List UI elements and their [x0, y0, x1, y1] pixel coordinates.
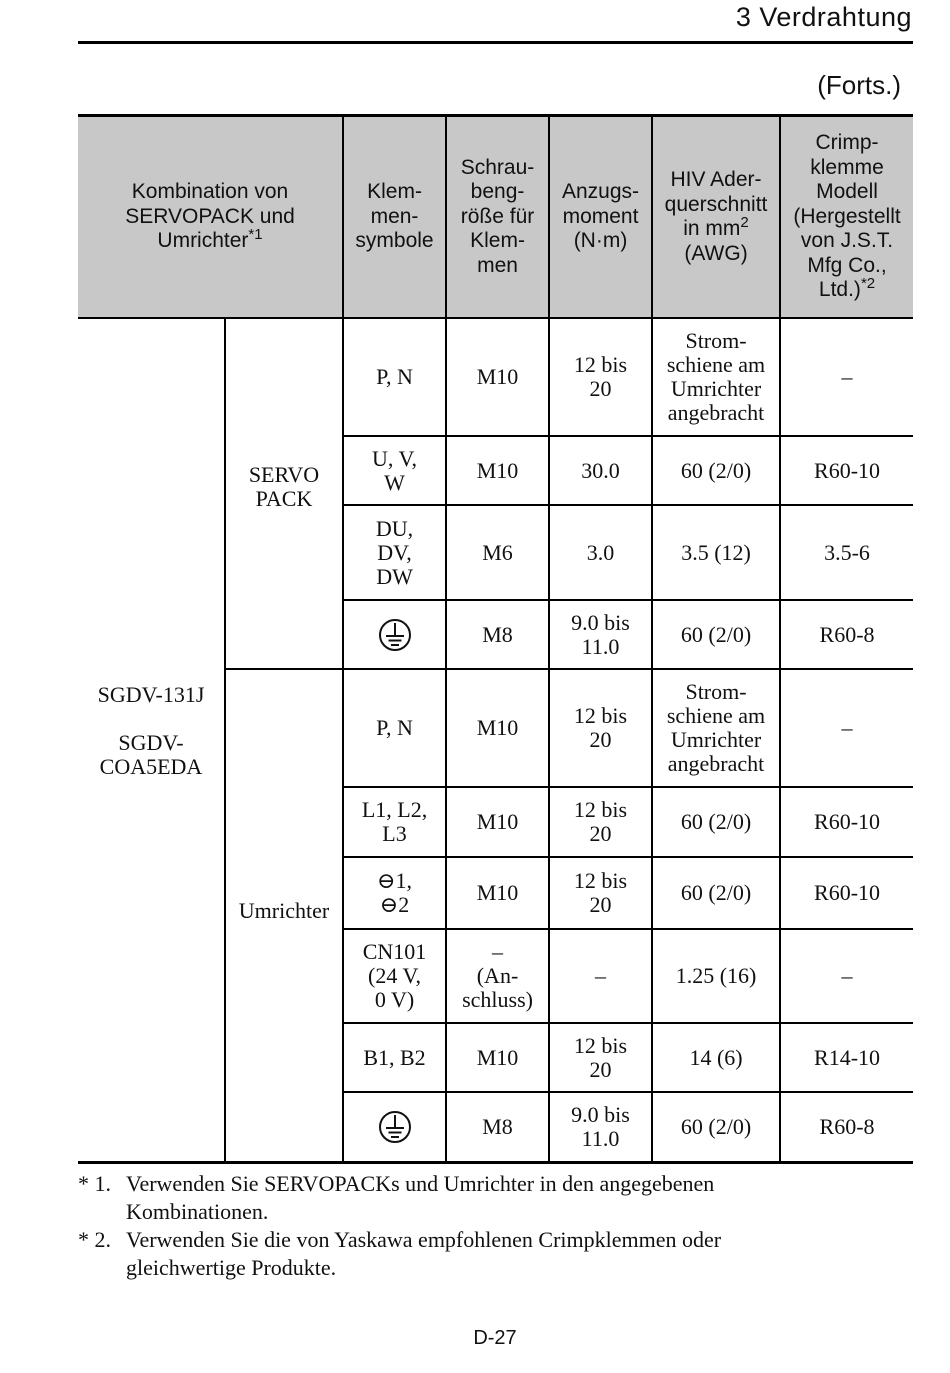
header-text-line — [655, 193, 777, 218]
header-terminal-symbols — [343, 116, 446, 319]
header-text-line — [346, 229, 443, 254]
header-text-line — [783, 180, 911, 205]
combination-cell — [78, 318, 225, 1162]
footnote-mark: * 1. — [78, 1171, 111, 1196]
header-text-line — [449, 156, 546, 181]
torque-cell-line: 20 — [589, 376, 612, 401]
wire-size-cell — [652, 436, 780, 505]
header-text: Kombination von — [131, 180, 289, 204]
header-text: beng- — [470, 180, 525, 204]
header-text: Crimp- — [815, 131, 879, 155]
wire-size-cell-line: 60 (2/0) — [680, 621, 752, 647]
wire-size-cell-line: angebracht — [667, 751, 765, 776]
header-text-line — [783, 275, 911, 303]
torque-cell-line: 3.0 — [586, 539, 615, 565]
terminal-symbol-cell — [343, 505, 446, 600]
terminal-symbol-cell-line: W — [384, 469, 405, 495]
group-converter-cell: Umrichter — [225, 669, 343, 1162]
screw-size-cell — [446, 318, 549, 436]
footnote-text-line: Verwenden Sie die von Yaskawa empfohlenen Crimpklemmen oder — [126, 1227, 722, 1252]
table-body — [78, 318, 913, 1162]
torque-cell-line: 11.0 — [581, 633, 620, 659]
header-text-line — [552, 229, 649, 254]
wire-size-cell-line: Strom- — [685, 679, 747, 704]
crimp-terminal-cell: – — [780, 669, 913, 787]
group-servopack-cell — [225, 318, 343, 669]
header-text-line — [552, 180, 649, 205]
screw-size-cell-line: M10 — [476, 1044, 519, 1070]
header-text-line — [80, 226, 340, 254]
header-text: Anzugs- — [561, 180, 640, 204]
header-text-line — [655, 214, 777, 242]
header-text-line — [80, 180, 340, 205]
header-text-line — [346, 205, 443, 230]
torque-cell — [549, 318, 652, 436]
wire-size-cell — [652, 857, 780, 929]
torque-cell — [549, 436, 652, 505]
terminal-symbol-cell-line: L1, L2, — [361, 797, 428, 822]
torque-cell-line: 20 — [589, 821, 612, 846]
header-text-line — [552, 205, 649, 230]
header-text: röße für — [460, 204, 535, 228]
screw-size-cell — [446, 787, 549, 857]
terminal-symbol-cell-line: P, N — [376, 715, 413, 740]
wire-size-cell-line: 60 (2/0) — [680, 880, 752, 905]
header-text: (AWG) — [684, 241, 748, 265]
wire-size-cell — [652, 318, 780, 436]
screw-size-cell — [446, 1092, 549, 1162]
header-text-line — [655, 168, 777, 193]
header-text: Modell — [816, 180, 878, 204]
screw-size-cell — [446, 929, 549, 1023]
header-text: (N·m) — [573, 229, 628, 253]
wire-size-cell-line: 60 (2/0) — [680, 457, 752, 483]
header-superscript: 2 — [740, 214, 749, 231]
torque-cell-line: – — [595, 963, 607, 988]
header-text: Klem- — [470, 229, 525, 253]
page-number: D-27 — [473, 1327, 517, 1349]
screw-size-cell-line: M8 — [482, 621, 513, 647]
header-text: (Hergestellt — [793, 204, 901, 228]
terminal-symbol-cell — [343, 857, 446, 929]
screw-size-cell-line: M10 — [476, 457, 519, 483]
wire-size-cell-line: 60 (2/0) — [680, 1113, 752, 1139]
header-text-line — [80, 205, 340, 230]
terminal-symbol-cell — [343, 1092, 446, 1162]
header-rule — [78, 41, 913, 44]
header-text-line — [449, 205, 546, 230]
crimp-terminal-cell: R60-8 — [780, 1092, 913, 1162]
torque-cell-line: 12 bis — [573, 703, 628, 728]
header-text-line — [655, 242, 777, 267]
screw-size-cell — [446, 1023, 549, 1092]
terminal-symbol-cell — [343, 318, 446, 436]
torque-cell-line: 12 bis — [573, 352, 628, 377]
wire-size-cell-line: schiene am — [666, 703, 766, 728]
header-text: Schrau- — [460, 155, 535, 179]
crimp-terminal-cell: – — [780, 318, 913, 436]
header-torque — [549, 116, 652, 319]
torque-cell-line: 12 bis — [573, 868, 628, 893]
header-text: symbole — [355, 229, 434, 253]
wire-size-cell — [652, 929, 780, 1023]
torque-cell-line: 20 — [589, 1056, 612, 1082]
footnote-text-line: gleichwertige Produkte. — [126, 1255, 337, 1280]
header-superscript: *2 — [860, 275, 876, 293]
crimp-terminal-cell: R60-10 — [780, 787, 913, 857]
terminal-symbol-cell-line: ⊖1, — [377, 868, 412, 893]
torque-cell-line: 30.0 — [581, 457, 620, 483]
torque-cell-line: 12 bis — [573, 797, 628, 822]
header-text-line — [783, 254, 911, 279]
wire-size-cell-line: schiene am — [666, 352, 766, 377]
terminal-symbol-cell-line: DW — [376, 563, 413, 589]
screw-size-cell — [446, 600, 549, 669]
screw-size-cell-line: (An- — [476, 963, 519, 988]
header-screw-size — [446, 116, 549, 319]
header-text-line — [783, 229, 911, 254]
crimp-terminal-cell: R60-10 — [780, 857, 913, 929]
torque-cell — [549, 1092, 652, 1162]
converter-model: COA5EDA — [99, 754, 203, 779]
wire-size-cell — [652, 669, 780, 787]
table-row — [78, 318, 913, 436]
torque-cell-line: 20 — [589, 727, 612, 752]
wire-size-cell-line: Strom- — [685, 328, 747, 353]
torque-cell-line: 20 — [589, 892, 612, 917]
terminal-symbol-cell — [343, 787, 446, 857]
header-combination — [78, 116, 343, 319]
header-text: klemme — [810, 155, 884, 179]
header-text-line — [449, 254, 546, 279]
header-text-line — [783, 205, 911, 230]
wire-size-cell — [652, 787, 780, 857]
header-hiv-wire-size — [652, 116, 780, 319]
terminal-symbol-cell — [343, 436, 446, 505]
terminal-symbol-cell-line: B1, B2 — [363, 1044, 426, 1070]
torque-cell — [549, 505, 652, 600]
footnote-text-line: Kombinationen. — [126, 1199, 269, 1224]
terminal-symbol-cell — [343, 669, 446, 787]
continued-label: (Forts.) — [817, 70, 901, 100]
header-text: querschnitt — [664, 192, 768, 216]
footnotes — [78, 1170, 913, 1282]
crimp-terminal-cell: R14-10 — [780, 1023, 913, 1092]
terminal-symbol-cell-line: DU, — [375, 515, 414, 541]
torque-cell — [549, 669, 652, 787]
torque-cell — [549, 857, 652, 929]
screw-size-cell-line: M10 — [476, 715, 519, 740]
header-text: in mm — [683, 217, 741, 240]
header-text-line — [346, 180, 443, 205]
torque-cell-line: 9.0 bis — [571, 609, 630, 635]
header-text: SERVOPACK und — [125, 204, 295, 228]
header-text: moment — [562, 204, 639, 228]
torque-cell — [549, 787, 652, 857]
group-servopack-label: SERVO — [248, 462, 320, 487]
header-superscript: *1 — [248, 226, 263, 244]
terminal-symbol-cell-line: (24 V, — [368, 963, 421, 988]
screw-size-cell — [446, 436, 549, 505]
torque-cell-line: 12 bis — [573, 1032, 628, 1058]
header-text-line — [783, 131, 911, 156]
screw-size-cell-line: M10 — [476, 880, 519, 905]
wiring-table — [78, 114, 913, 1164]
header-text: HIV Ader- — [670, 168, 762, 191]
screw-size-cell-line: – — [492, 939, 504, 964]
header-text: Umrichter — [157, 229, 249, 253]
terminal-symbol-cell-line: ⊖2 — [379, 892, 410, 917]
wire-size-cell-line: 14 (6) — [689, 1044, 743, 1070]
screw-size-cell-line: M10 — [476, 809, 519, 834]
screw-size-cell-line: M6 — [482, 539, 513, 565]
screw-size-cell-line: M10 — [476, 364, 519, 389]
crimp-terminal-cell: – — [780, 929, 913, 1023]
chapter-title: 3 Verdrahtung — [735, 2, 912, 32]
crimp-terminal-cell: R60-8 — [780, 600, 913, 669]
header-text: Ltd.) — [818, 278, 861, 302]
torque-cell — [549, 600, 652, 669]
header-text: men- — [370, 204, 419, 228]
header-text: Mfg Co., — [807, 253, 887, 277]
group-servopack-label: PACK — [255, 486, 313, 511]
torque-cell-line: 9.0 bis — [571, 1101, 630, 1127]
screw-size-cell — [446, 857, 549, 929]
torque-cell — [549, 929, 652, 1023]
screw-size-cell-line: schluss) — [462, 987, 533, 1012]
wire-size-cell-line: 1.25 (16) — [675, 963, 757, 988]
wire-size-cell — [652, 1092, 780, 1162]
terminal-symbol-cell-line: U, V, — [371, 445, 418, 471]
earth-ground-icon — [378, 618, 412, 652]
header-crimp-terminal — [780, 116, 913, 319]
header-text: von J.S.T. — [800, 229, 894, 253]
header-text-line — [449, 229, 546, 254]
crimp-terminal-cell: 3.5-6 — [780, 505, 913, 600]
crimp-terminal-cell: R60-10 — [780, 436, 913, 505]
header-text-line — [449, 180, 546, 205]
table-header-row — [78, 116, 913, 319]
header-text: men — [477, 253, 518, 277]
wire-size-cell-line: Umrichter — [670, 727, 762, 752]
wire-size-cell-line: 60 (2/0) — [680, 809, 752, 834]
screw-size-cell — [446, 505, 549, 600]
wire-size-cell-line: 3.5 (12) — [681, 539, 751, 565]
terminal-symbol-cell-line: P, N — [376, 364, 413, 389]
footnote-mark: * 2. — [78, 1227, 111, 1252]
converter-model: SGDV- — [118, 730, 184, 755]
terminal-symbol-cell-line: L3 — [382, 821, 407, 846]
torque-cell — [549, 1023, 652, 1092]
header-text: Klem- — [367, 180, 422, 204]
terminal-symbol-cell — [343, 929, 446, 1023]
footnote-2 — [78, 1226, 913, 1282]
wire-size-cell — [652, 1023, 780, 1092]
wire-size-cell — [652, 505, 780, 600]
terminal-symbol-cell-line: DV, — [377, 539, 412, 565]
wire-size-cell-line: angebracht — [667, 400, 765, 425]
screw-size-cell — [446, 669, 549, 787]
wire-size-cell-line: Umrichter — [670, 376, 762, 401]
torque-cell-line: 11.0 — [581, 1125, 620, 1151]
wire-size-cell — [652, 600, 780, 669]
earth-ground-icon — [378, 1110, 412, 1144]
terminal-symbol-cell-line: 0 V) — [374, 987, 415, 1012]
terminal-symbol-cell-line: CN101 — [362, 939, 427, 964]
screw-size-cell-line: M8 — [482, 1113, 513, 1139]
header-text-line — [783, 156, 911, 181]
servopack-model: SGDV-131J — [97, 682, 205, 707]
terminal-symbol-cell — [343, 1023, 446, 1092]
terminal-symbol-cell — [343, 600, 446, 669]
footnote-text-line: Verwenden Sie SERVOPACKs und Umrichter in den angegebenen — [126, 1171, 715, 1196]
footnote-1 — [78, 1170, 913, 1226]
